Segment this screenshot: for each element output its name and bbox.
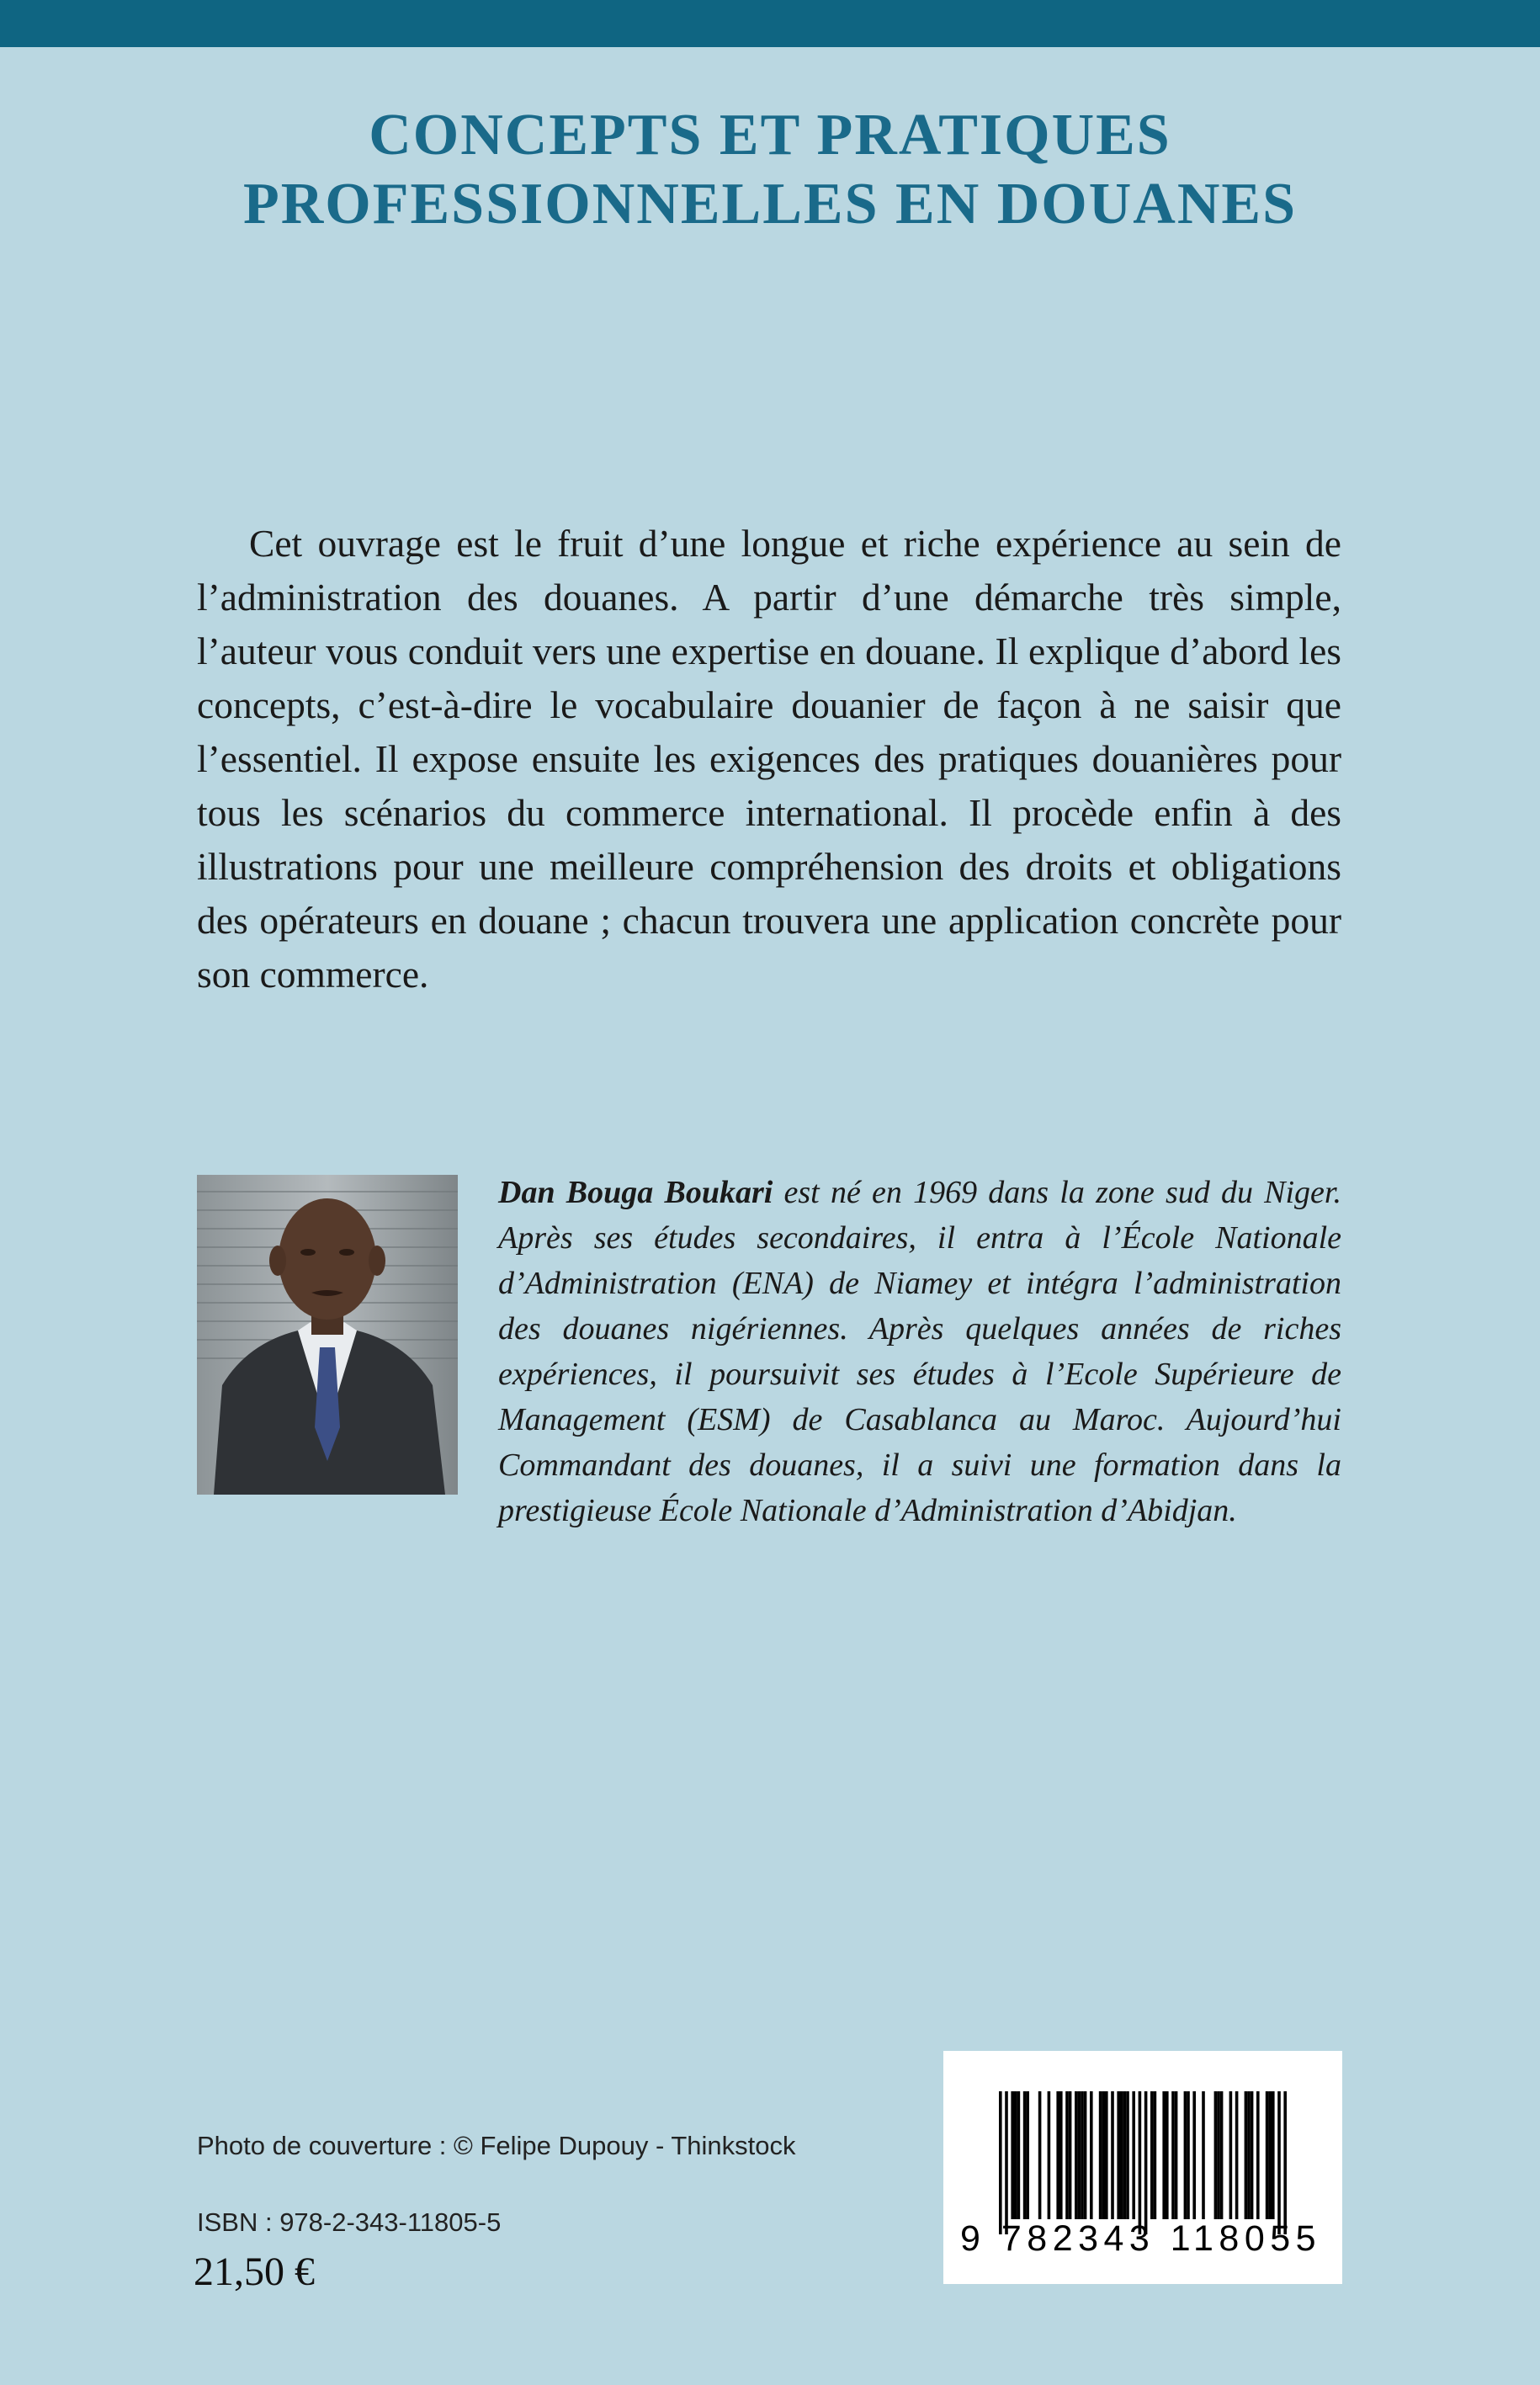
barcode-digits: 9 782343 118055 (960, 2218, 1322, 2259)
barcode-bar (1026, 2091, 1029, 2219)
barcode-bar (1171, 2091, 1175, 2219)
barcode-bar (1192, 2091, 1196, 2219)
barcode-bar (1277, 2091, 1281, 2234)
barcode-bar (1214, 2091, 1218, 2219)
barcode-bar (1111, 2091, 1114, 2219)
barcode-bar (1184, 2091, 1187, 2219)
book-price: 21,50 € (194, 2250, 315, 2294)
barcode-bar (1038, 2091, 1042, 2219)
book-title-line-2: PROFESSIONNELLES EN DOUANES (242, 172, 1298, 236)
barcode-bar (1144, 2091, 1148, 2234)
barcode-bar (1081, 2091, 1084, 2219)
barcode-bar (1266, 2091, 1269, 2219)
barcode-bar (1268, 2091, 1272, 2219)
barcode-bar (1217, 2091, 1220, 2219)
barcode-bar (1256, 2091, 1260, 2219)
barcode-bar (1220, 2091, 1224, 2219)
barcode-bar (1059, 2091, 1063, 2219)
barcode-bar (999, 2091, 1002, 2234)
barcode-bar (1150, 2091, 1154, 2219)
barcode-bar (1065, 2091, 1069, 2219)
barcode-bar (1120, 2091, 1123, 2219)
barcode-bar (1272, 2091, 1275, 2219)
barcode-bar (1056, 2091, 1059, 2219)
barcode-bar (1075, 2091, 1078, 2219)
barcode-bar (1251, 2091, 1254, 2219)
barcode-bar (1102, 2091, 1105, 2219)
barcode-bar (1229, 2091, 1233, 2219)
isbn-number: ISBN : 978-2-343-11805-5 (197, 2207, 502, 2237)
barcode-bar (1005, 2091, 1008, 2234)
barcode-bar (1139, 2091, 1142, 2234)
book-title-line-1: CONCEPTS ET PRATIQUES (369, 103, 1171, 167)
barcode-bar (1283, 2091, 1287, 2234)
barcode-bar (1069, 2091, 1072, 2219)
barcode-bar (1235, 2091, 1239, 2219)
barcode-bar (1014, 2091, 1017, 2219)
barcode-bar (1017, 2091, 1021, 2219)
barcode-bar (1187, 2091, 1190, 2219)
author-biography (498, 1170, 1341, 1533)
barcode-bar (1175, 2091, 1178, 2219)
barcode-bar (1247, 2091, 1251, 2219)
top-color-band (0, 0, 1540, 47)
barcode-bar (1162, 2091, 1166, 2219)
barcode-bar (1023, 2091, 1027, 2219)
barcode-bar (1011, 2091, 1014, 2219)
barcode-bar (1105, 2091, 1108, 2219)
barcode-bar (1132, 2091, 1135, 2219)
barcode-bar (1084, 2091, 1087, 2219)
barcode-bar (1166, 2091, 1169, 2219)
barcode-bar (1123, 2091, 1127, 2219)
book-summary: Cet ouvrage est le fruit d’une longue et riche expérience au sein de l’administration des douanes. A partir d’une démarche très simple, l’auteur vous conduit vers une expertise en douane. Il explique d’abord les concepts, c’est-à-dire le vocabulaire douanier de façon à ne saisir que l’essentiel. Il expose ensuite les exigences des pratiques douanières pour tous les scénarios du commerce international. Il procède enfin à des illustrations pour une meilleure compréhension des droits et obligations des opérateurs en douane ; chacun trouvera une application concrète pour son commerce. (197, 522, 1341, 996)
barcode-bar (1117, 2091, 1120, 2219)
barcode-bar (1078, 2091, 1081, 2219)
author-name: Dan Bouga Boukari (498, 1175, 773, 1210)
cover-photo-credit: Photo de couverture : © Felipe Dupouy - Thinkstock (197, 2131, 796, 2160)
author-photo (197, 1175, 458, 1495)
barcode-bar (1154, 2091, 1157, 2219)
barcode-bar (1202, 2091, 1205, 2219)
barcode-panel (943, 2051, 1342, 2284)
barcode-bar (1090, 2091, 1093, 2219)
barcode-bar (1099, 2091, 1102, 2219)
author-bio-text: est né en 1969 dans la zone sud du Niger. Après ses études secondaires, il entra à l’École Nationale d’Administration (ENA) de Niamey et intégra l’administration des douanes nigériennes. Après quelques années de riches expériences, il poursuivit ses études à l’Ecole Supérieure de Management (ESM) de Casablanca au Maroc. Aujourd’hui Commandant des douanes, il a suivi une formation dans la prestigieuse École Nationale d’Administration d’Abidjan. (498, 1175, 1341, 1528)
barcode-bar (1048, 2091, 1051, 2219)
barcode-bar (1245, 2091, 1248, 2219)
barcode-bar (1126, 2091, 1129, 2219)
book-title (0, 101, 1540, 239)
